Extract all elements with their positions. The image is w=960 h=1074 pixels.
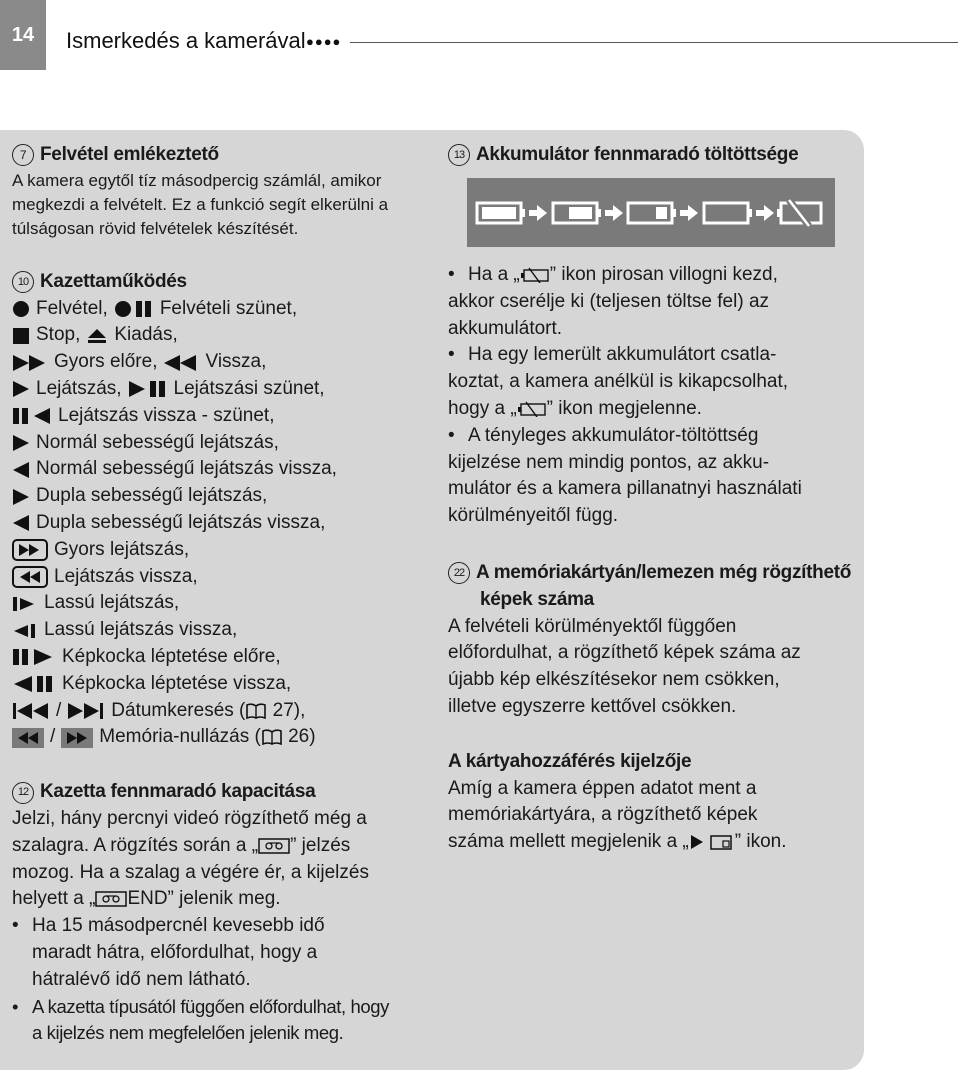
text-line: A kazetta típusától függően előfordulhat, hogy xyxy=(32,995,390,1017)
item-label: Felvétel, xyxy=(36,297,108,319)
text-line: Ha 15 másodpercnél kevesebb idő xyxy=(32,915,325,937)
item-label: Képkocka léptetése előre, xyxy=(62,645,281,667)
item-label: Lassú lejátszás vissza, xyxy=(44,619,238,641)
item-label: Lassú lejátszás, xyxy=(44,592,180,614)
list-item xyxy=(12,537,432,564)
item-label-text: Dátumkeresés ( xyxy=(111,699,246,721)
list-item xyxy=(12,322,432,349)
header-rule xyxy=(350,42,958,43)
play-double-icon xyxy=(12,488,30,506)
text-line: körülményeitől függ. xyxy=(448,505,619,527)
card-access-heading xyxy=(448,749,858,776)
book-icon xyxy=(245,702,267,720)
text-line xyxy=(12,833,432,860)
bullet-dot: • xyxy=(448,344,455,366)
list-item xyxy=(12,564,432,591)
text-line: kijelzése nem mindig pontos, az akku- xyxy=(448,451,770,473)
item-label xyxy=(111,698,305,725)
text-line: újabb kép elkészítésekor nem csökken, xyxy=(448,669,780,691)
section-22-heading xyxy=(448,560,858,587)
text-part: ” ikon. xyxy=(734,831,787,853)
item-label: Felvételi szünet, xyxy=(159,297,298,319)
circled-number: 7 xyxy=(12,144,34,166)
text-line: A kamera egytől tíz másodpercig számlál, amikor xyxy=(12,170,382,190)
list-item xyxy=(12,376,432,403)
section-7-text xyxy=(12,169,432,241)
section-title: Akkumulátor fennmaradó töltöttsége xyxy=(476,144,799,165)
battery-one-third-icon xyxy=(628,203,676,223)
circled-number: 10 xyxy=(12,271,34,293)
frame-reverse-icon xyxy=(12,675,56,693)
reverse-double-icon xyxy=(12,514,30,532)
item-label: Normál sebességű lejátszás, xyxy=(36,431,279,453)
bullet-dot: • xyxy=(448,264,455,285)
item-label: Lejátszás, xyxy=(36,377,122,399)
card-access-icon xyxy=(689,833,735,851)
text-line: megkezdi a felvételt. Ez a funkció segít elkerülni a xyxy=(12,194,389,214)
header-dots: ●●●● xyxy=(306,34,342,49)
slow-reverse-icon xyxy=(12,622,38,640)
text-part: hogy a „ xyxy=(448,397,517,419)
text-part: szalagra. A rögzítés során a „ xyxy=(12,834,259,856)
list-item xyxy=(12,483,432,510)
bullet-item xyxy=(448,262,858,289)
text-part: helyett a „ xyxy=(12,888,96,910)
bullet-dot: • xyxy=(12,995,19,1017)
text-line: Ha egy lemerült akkumulátort csatla- xyxy=(468,344,777,366)
book-icon xyxy=(261,728,283,746)
item-label: Lejátszási szünet, xyxy=(173,377,325,399)
item-label: Gyors előre, xyxy=(54,351,158,373)
list-item xyxy=(12,644,432,671)
list-item xyxy=(12,724,432,751)
cassette-icon xyxy=(95,890,127,908)
section-title: A kártyahozzáférés kijelzője xyxy=(448,750,692,772)
list-item xyxy=(12,296,432,323)
bullet-item xyxy=(12,994,432,1048)
battery-exhausted-icon xyxy=(517,401,547,417)
section-13-heading xyxy=(448,142,848,169)
bullet-item xyxy=(448,342,858,369)
section-title: A memóriakártyán/lemezen még rögzíthető xyxy=(476,561,852,583)
battery-empty-icon xyxy=(704,203,752,223)
list-item xyxy=(12,590,432,617)
text-line: A felvételi körülményektől függően xyxy=(448,615,737,637)
eject-icon xyxy=(86,327,108,345)
text-line xyxy=(448,829,858,856)
text-line: koztat, a kamera anélkül is kikapcsolhat, xyxy=(448,371,789,393)
list-item xyxy=(12,510,432,537)
rewind-icon xyxy=(163,354,199,372)
list-item xyxy=(12,671,432,698)
pause-reverse-icon xyxy=(12,407,52,425)
section-title: Kazettaműködés xyxy=(40,270,187,292)
frame-advance-icon xyxy=(12,648,56,666)
battery-levels-strip xyxy=(467,178,835,247)
item-label-text: Memória-nullázás ( xyxy=(99,726,261,748)
battery-full-icon xyxy=(477,203,525,223)
section-7-heading xyxy=(12,142,432,169)
slash: / xyxy=(56,699,62,721)
text-line: akkumulátort. xyxy=(448,317,563,339)
text-part: Ha a „ xyxy=(468,264,520,285)
list-item xyxy=(12,698,432,725)
text-part: ” ikon megjelenne. xyxy=(546,397,702,419)
record-icon xyxy=(12,300,30,318)
battery-levels-graphic xyxy=(467,178,835,247)
item-label: Lejátszás vissza, xyxy=(54,565,198,587)
item-label: Lejátszás vissza - szünet, xyxy=(58,404,275,426)
text-part: száma mellett megjelenik a „ xyxy=(448,831,689,853)
list-item xyxy=(12,456,432,483)
fast-play-icon xyxy=(12,539,48,561)
skip-back-icon xyxy=(12,702,50,720)
item-label: Kiadás, xyxy=(114,324,178,346)
battery-two-thirds-icon xyxy=(553,203,601,223)
arrow-right-icon xyxy=(529,205,547,221)
bullet-dot: • xyxy=(12,915,19,937)
text-line: A tényleges akkumulátor-töltöttség xyxy=(468,424,759,446)
text-line: Amíg a kamera éppen adatot ment a xyxy=(448,777,757,799)
battery-exhausted-icon xyxy=(777,200,821,226)
text-line: illetve egyszerre kettővel csökken. xyxy=(448,695,737,717)
stop-icon xyxy=(12,327,30,345)
section-title: Felvétel emlékeztető xyxy=(40,144,219,165)
text-line: memóriakártyára, a rögzíthető képek xyxy=(448,804,758,826)
item-label: Gyors lejátszás, xyxy=(54,538,190,560)
fast-reverse-icon xyxy=(12,566,48,588)
text-line: Jelzi, hány percnyi videó rögzíthető még a xyxy=(12,807,367,829)
section-22-heading-line2 xyxy=(448,587,858,614)
text-line: maradt hátra, előfordulhat, hogy a xyxy=(32,941,318,963)
text-part: ” jelzés xyxy=(290,834,351,856)
item-label xyxy=(99,724,315,751)
memory-rewind-icon xyxy=(12,728,44,748)
text-line: hátralévő idő nem látható. xyxy=(32,968,251,990)
list-item xyxy=(12,403,432,430)
item-label: Normál sebességű lejátszás vissza, xyxy=(36,458,337,480)
arrow-right-icon xyxy=(605,205,623,221)
text-line: mozog. Ha a szalag a végére ér, a kijelzés xyxy=(12,861,369,883)
left-column xyxy=(12,142,432,1047)
cassette-icon xyxy=(258,837,290,855)
text-line: akkor cserélje ki (teljesen töltse fel) az xyxy=(448,290,770,312)
memory-forward-icon xyxy=(61,728,93,748)
fast-forward-icon xyxy=(12,354,48,372)
bullet-dot: • xyxy=(448,424,455,446)
text-part: END” jelenik meg. xyxy=(127,888,281,910)
play-icon xyxy=(12,380,30,398)
right-column xyxy=(448,142,848,169)
text-line: előfordulhat, a rögzíthető képek száma az xyxy=(448,642,801,664)
skip-forward-icon xyxy=(67,702,105,720)
list-item xyxy=(12,349,432,376)
list-item xyxy=(12,430,432,457)
circled-number: 22 xyxy=(448,562,470,584)
slash: / xyxy=(50,726,56,748)
item-label: Dupla sebességű lejátszás, xyxy=(36,485,268,507)
item-label: Dupla sebességű lejátszás vissza, xyxy=(36,511,326,533)
circled-number: 13 xyxy=(448,144,470,166)
circled-number: 12 xyxy=(12,782,34,804)
arrow-right-icon xyxy=(680,205,698,221)
section-12-heading xyxy=(12,779,432,806)
header-title: Ismerkedés a kamerával xyxy=(66,28,306,53)
item-label: Vissza, xyxy=(205,351,267,373)
bullet-item xyxy=(12,913,432,993)
reverse-normal-icon xyxy=(12,461,30,479)
bullet-item xyxy=(448,423,858,450)
text-line: mulátor és a kamera pillanatnyi használati xyxy=(448,478,802,500)
page-ref: 26) xyxy=(288,726,316,748)
section-title: Kazetta fennmaradó kapacitása xyxy=(40,781,316,803)
text-part: ” ikon pirosan villogni kezd, xyxy=(549,264,778,285)
page-ref: 27), xyxy=(272,699,306,721)
record-pause-icon xyxy=(114,300,154,318)
play-pause-icon xyxy=(128,380,168,398)
slow-play-icon xyxy=(12,595,38,613)
battery-exhausted-icon xyxy=(520,267,550,283)
right-column-body xyxy=(448,262,858,856)
text-line: túlságosan rövid felvételek készítését. xyxy=(12,218,299,238)
play-normal-icon xyxy=(12,434,30,452)
section-10-heading xyxy=(12,269,432,296)
text-line xyxy=(12,886,432,913)
page-number: 14 xyxy=(0,0,46,70)
section-title: képek száma xyxy=(480,588,594,610)
item-label: Stop, xyxy=(36,324,81,346)
item-label: Képkocka léptetése vissza, xyxy=(62,672,292,694)
text-line xyxy=(468,262,778,289)
text-line: a kijelzés nem megfelelően jelenik meg. xyxy=(32,1022,344,1044)
text-line xyxy=(448,396,858,423)
list-item xyxy=(12,617,432,644)
arrow-right-icon xyxy=(756,205,774,221)
